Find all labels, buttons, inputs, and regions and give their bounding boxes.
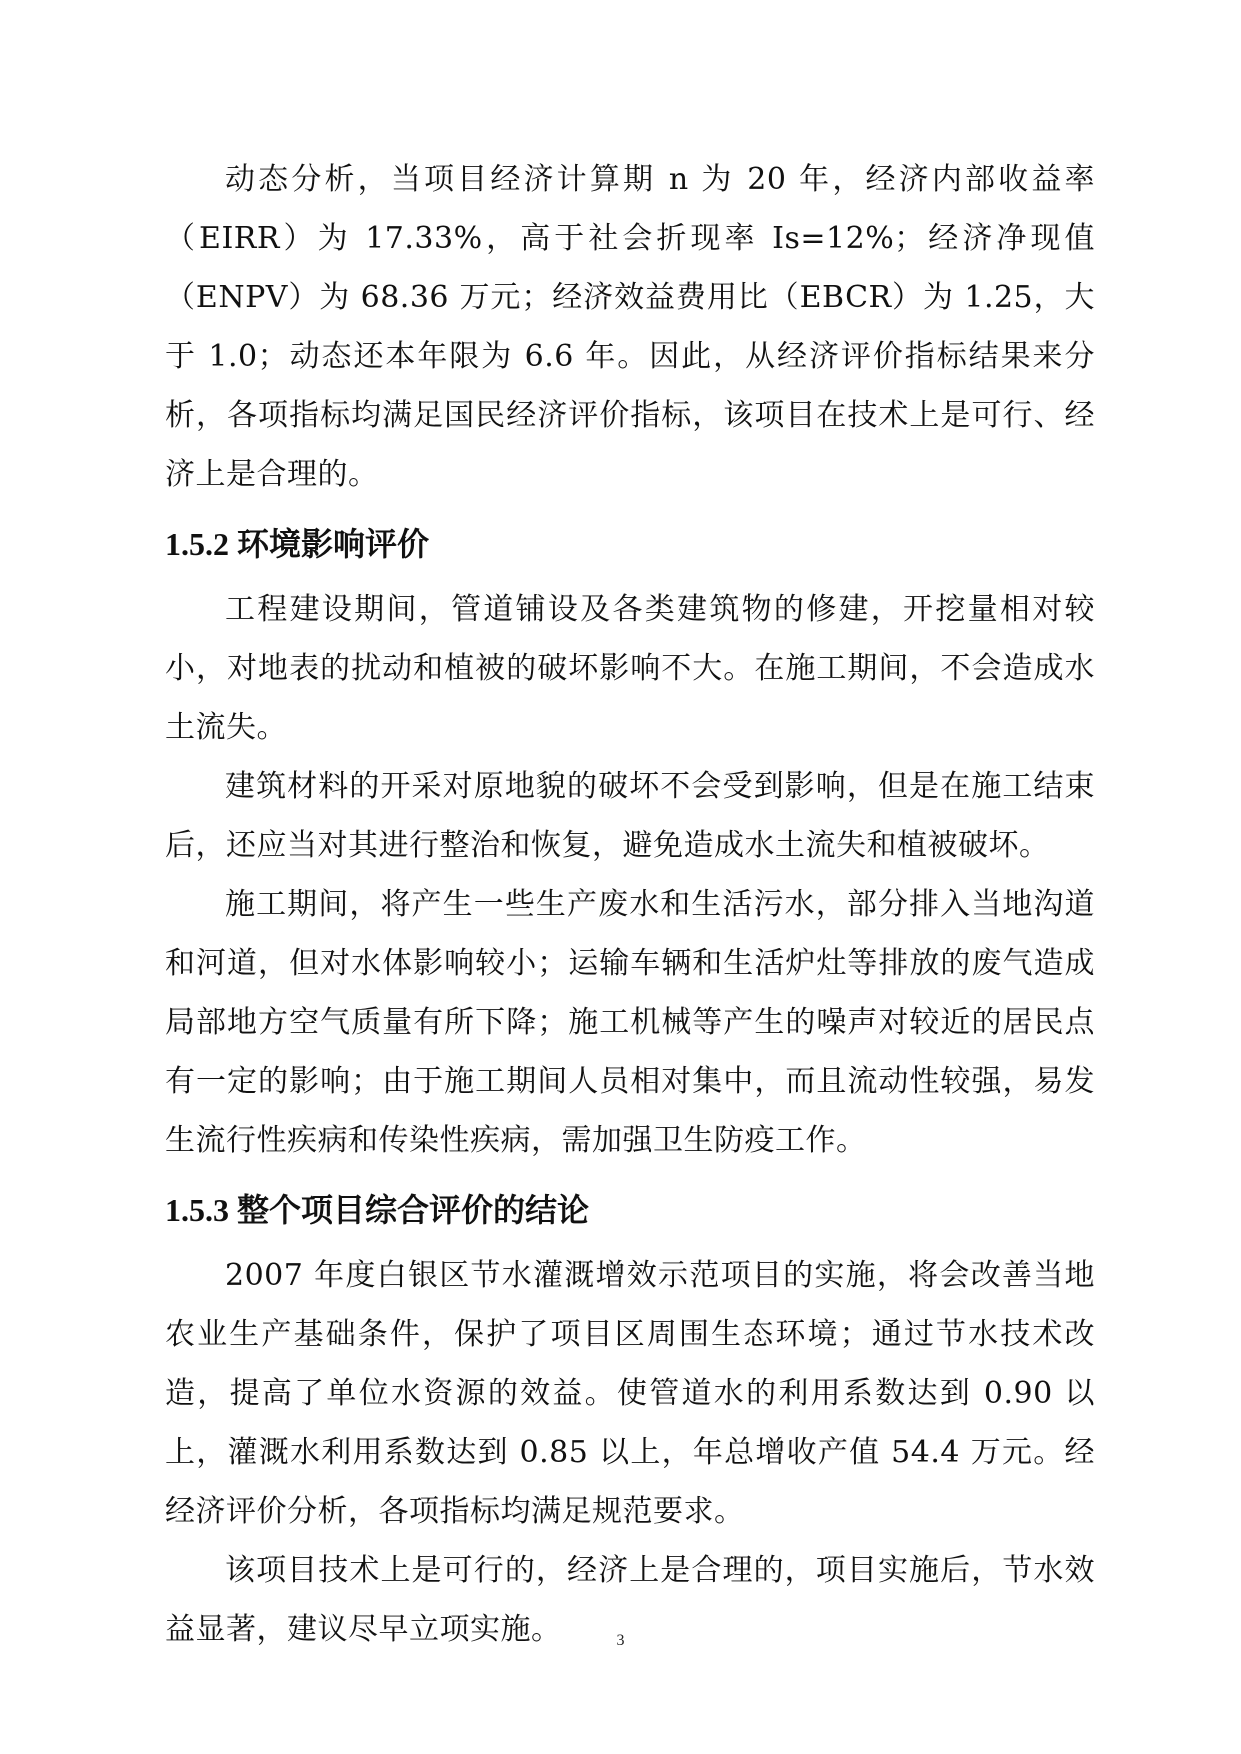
paragraph-project-benefits: 2007 年度白银区节水灌溉增效示范项目的实施，将会改善当地农业生产基础条件，保护了项目区周围生态环境；通过节水技术改造，提高了单位水资源的效益。使管道水的利用系数达到 0.90 以上，灌溉水利用系数达到 0.85 以上，年总增收产值 54.4 万元。经经济评价分析，各项指标均满足规范要求。 [165,1258,1095,1529]
paragraph-construction-impact: 工程建设期间，管道铺设及各类建筑物的修建，开挖量相对较小，对地表的扰动和植被的破坏影响不大。在施工期间，不会造成水土流失。 [165,592,1095,745]
section-title: 整个项目综合评价的结论 [237,1192,590,1228]
page-content [165,150,1095,1659]
paragraph-dynamic-analysis: 动态分析，当项目经济计算期 n 为 20 年，经济内部收益率（EIRR）为 17.33%，高于社会折现率 Is=12%；经济净现值（ENPV）为 68.36 万元；经济效益费用比（EBCR）为 1.25，大于 1.0；动态还本年限为 6.6 年。因此，从经济评价指标结果来分析，各项指标均满足国民经济评价指标，该项目在技术上是可行、经济上是合理的。 [165,162,1095,492]
paragraph-conclusion: 该项目技术上是可行的，经济上是合理的，项目实施后，节水效益显著，建议尽早立项实施。 [165,1553,1095,1647]
section-title: 环境影响评价 [237,526,430,562]
section-heading-1-5-2 [165,524,1095,564]
section-heading-1-5-3 [165,1190,1095,1230]
paragraph-pollution: 施工期间，将产生一些生产废水和生活污水，部分排入当地沟道和河道，但对水体影响较小；运输车辆和生活炉灶等排放的废气造成局部地方空气质量有所下降；施工机械等产生的噪声对较近的居民点有一定的影响；由于施工期间人员相对集中，而且流动性较强，易发生流行性疾病和传染性疾病，需加强卫生防疫工作。 [165,887,1095,1158]
paragraph-material-extraction: 建筑材料的开采对原地貌的破坏不会受到影响，但是在施工结束后，还应当对其进行整治和恢复，避免造成水土流失和植被破坏。 [165,769,1095,863]
section-number: 1.5.3 [165,1192,229,1228]
page-number: 3 [616,1632,625,1649]
section-number: 1.5.2 [165,526,229,562]
